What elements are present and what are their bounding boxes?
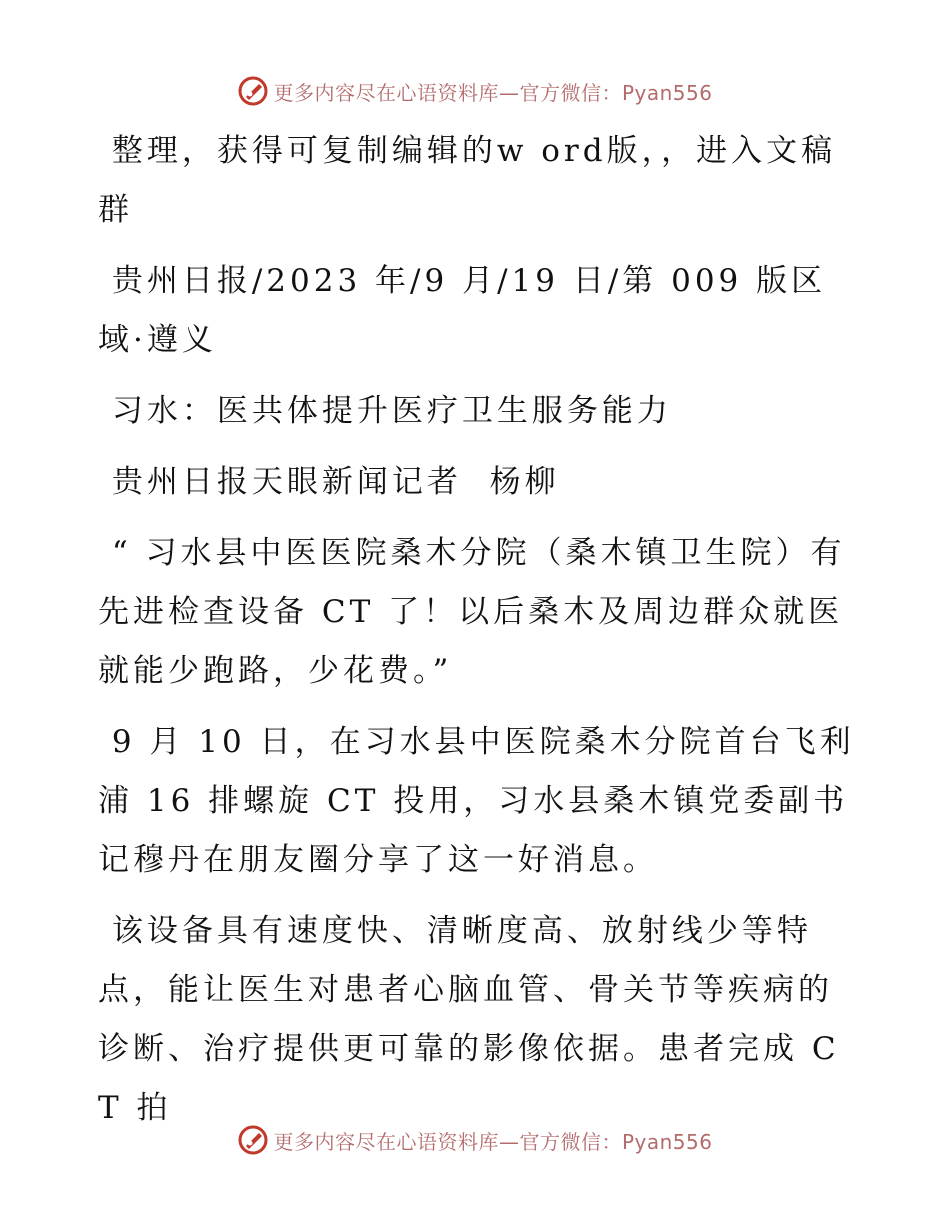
footer-banner-text: 更多内容尽在心语资料库—官方微信：Pyan556 — [273, 1129, 713, 1154]
article-byline: 贵州日报天眼新闻记者 杨柳 — [98, 464, 560, 500]
document-body — [98, 122, 858, 1150]
paragraph-ct-launch: 9 月 10 日，在习水县中医院桑木分院首台飞利浦 16 排螺旋 CT 投用，习水县桑木镇党委副书记穆丹在朋友圈分享了这一好消息。 — [98, 724, 855, 878]
paragraph-note: 整理，获得可复制编辑的w ord版，，进入文稿群 — [98, 133, 837, 228]
logo-icon — [237, 75, 269, 107]
article-title: 习水：医共体提升医疗卫生服务能力 — [98, 393, 672, 429]
paragraph-quote: “ 习水县中医医院桑木分院（桑木镇卫生院）有先进检查设备 CT 了！以后桑木及周边群众就医就能少跑路，少花费。” — [98, 535, 846, 689]
paragraph-source: 贵州日报/2023 年/9 月/19 日/第 009 版区域·遵义 — [98, 263, 827, 358]
footer-banner — [0, 1120, 950, 1160]
header-banner — [0, 71, 950, 111]
logo-icon — [237, 1124, 269, 1156]
header-banner-text: 更多内容尽在心语资料库—官方微信：Pyan556 — [273, 80, 713, 105]
paragraph-device-features: 该设备具有速度快、清晰度高、放射线少等特点，能让医生对患者心脑血管、骨关节等疾病的诊断、治疗提供更可靠的影像依据。患者完成 CT 拍 — [98, 913, 840, 1126]
